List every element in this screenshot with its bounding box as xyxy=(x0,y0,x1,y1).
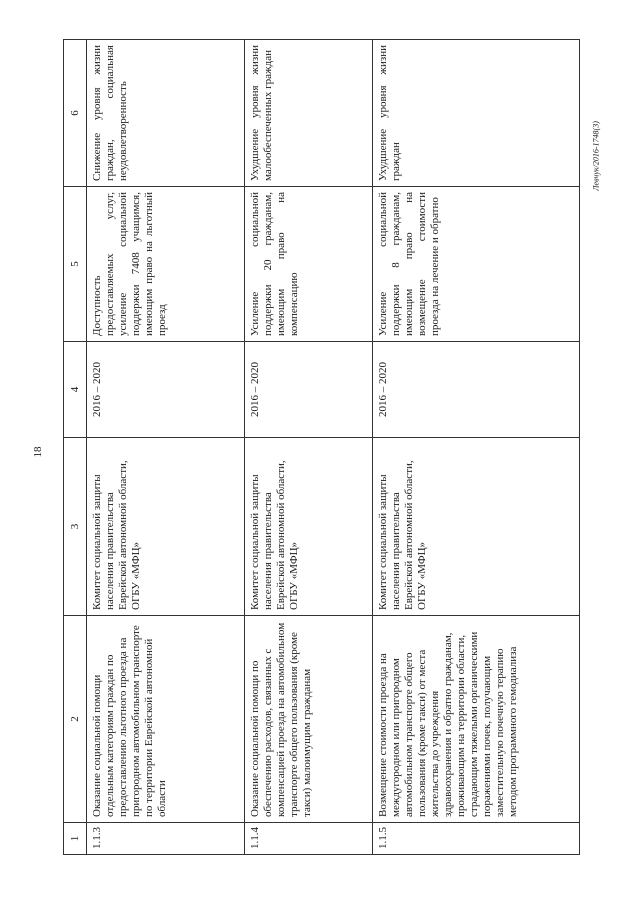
activity-cell: Возмещение стоимости проезда на междугородном или пригородном автомобильном транспорте общего пользования (кроме такси) от места жительства до учреждения здравоохранения и обратно гражданам, проживающим на территории области, страдающим тяжелыми органическими поражениями почек, получающим заместительную почечную терапию методом программного гемодиализа xyxy=(373,616,580,823)
header-col-4: 4 xyxy=(64,342,87,438)
period-cell: 2016 – 2020 xyxy=(87,342,245,438)
executor-cell: Комитет социальной защиты населения правительства Еврейской автономной области, ОГБУ «МФЦ» xyxy=(373,438,580,616)
table-header-row xyxy=(64,40,87,855)
consequence-cell: Ухудшение уровня жизни граждан xyxy=(373,40,580,187)
period-cell: 2016 – 2020 xyxy=(245,342,373,438)
executor-cell: Комитет социальной защиты населения правительства Еврейской автономной области, ОГБУ «МФЦ» xyxy=(87,438,245,616)
header-col-3: 3 xyxy=(64,438,87,616)
header-col-1: 1 xyxy=(64,823,87,855)
table-row xyxy=(245,40,373,855)
result-cell: Усиление социальной поддержки 20 гражданам, имеющим право на компенсацию xyxy=(245,187,373,342)
row-number: 1.1.5 xyxy=(373,823,580,855)
consequence-cell: Ухудшение уровня жизни малообеспеченных граждан xyxy=(245,40,373,187)
row-number: 1.1.4 xyxy=(245,823,373,855)
rotated-table-container xyxy=(63,40,578,855)
document-reference-note: Левчук/2016-1748(3) xyxy=(591,121,601,191)
row-number: 1.1.3 xyxy=(87,823,245,855)
program-table-wrapper xyxy=(63,40,578,855)
result-cell: Усиление социальной поддержки 8 гражданам, имеющим право на возмещение стоимости проезда на лечение и обратно xyxy=(373,187,580,342)
activity-cell: Оказание социальной помощи отдельным категориям граждан по предоставлению льготного проезда на пригородном автомобильном транспорте по территории Еврейской автономной области xyxy=(87,616,245,823)
period-cell: 2016 – 2020 xyxy=(373,342,580,438)
result-cell: Доступность предоставляемых услуг, усиление социальной поддержки 7408 учащимся, имеющим право на льготный проезд xyxy=(87,187,245,342)
table-row xyxy=(87,40,245,855)
header-col-2: 2 xyxy=(64,616,87,823)
activity-cell: Оказание социальной помощи по обеспечению расходов, связанных с компенсацией проезда на автомобильном транспорте общего пользования (кроме такси) малоимущим гражданам xyxy=(245,616,373,823)
header-col-5: 5 xyxy=(64,187,87,342)
table-row xyxy=(373,40,580,855)
consequence-cell: Снижение уровня жизни граждан, социальная неудовлетворенность xyxy=(87,40,245,187)
header-col-6: 6 xyxy=(64,40,87,187)
page-number: 18 xyxy=(32,446,44,458)
executor-cell: Комитет социальной защиты населения правительства Еврейской автономной области, ОГБУ «МФЦ» xyxy=(245,438,373,616)
program-table xyxy=(63,39,580,855)
